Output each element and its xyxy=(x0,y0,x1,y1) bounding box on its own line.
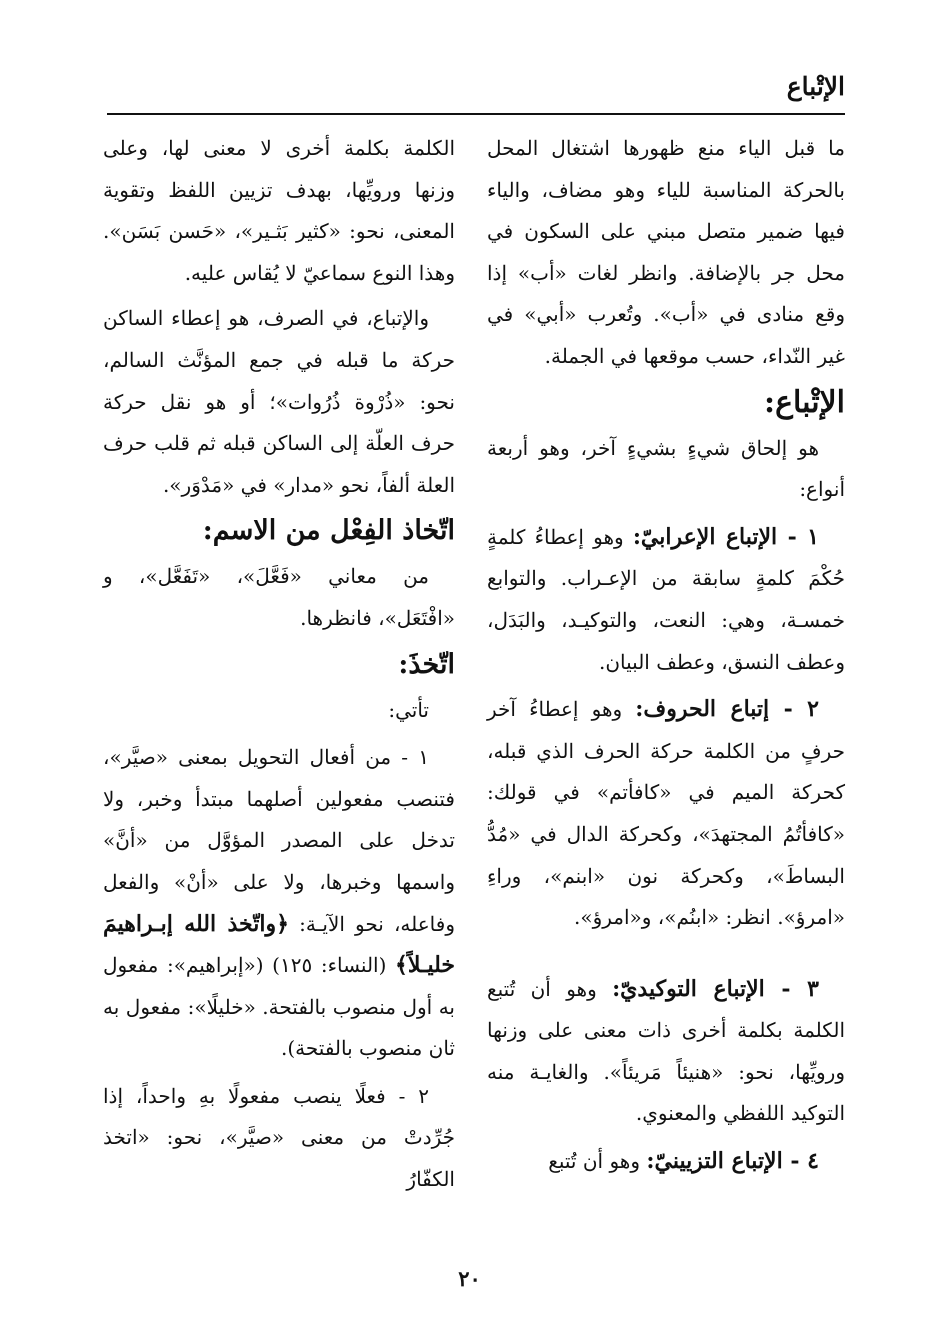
subsection-title-ittakhaza: اتّخذَ: xyxy=(398,648,455,680)
list-item-1 xyxy=(487,517,845,683)
ittakhaza-1-tail: (النساء: ١٢٥) («إبراهيم»: مفعول به أول منصوب بالفتحة. «خليلًا»: مفعول به ثان منصوب بالفتحة). xyxy=(103,953,455,1061)
list-item-2-lead: ٢ - إتباع الحروف: xyxy=(635,696,819,723)
list-item-3-body: وهو أن تُتبع الكلمة بكلمة أخرى ذات معنى على وزنها ورويِّها، نحو: «هنيئاً مَريئاً». والغايـة منه التوكيد اللفظي والمعنوي. xyxy=(487,976,845,1126)
intro-paragraph: ما قبل الياء منع ظهورها اشتغال المحل بالحركة المناسبة للياء وهو مضاف، والياء فيها ضمير متصل مبني على السكون في محل جر بالإضافة. وانظر لغات «أب» إذا وقع منادى في «أب». وتُعرب «أبي» في غير النّداء، حسب موقعها في الجملة. xyxy=(487,136,845,368)
definition-paragraph: هو إلحاق شيءٍ بشيءٍ آخر، وهو أربعة أنواع: xyxy=(487,435,845,502)
ittakhaza-1-body: فتنصب مفعولين أصلهما مبتدأ وخبر، ولا تدخل على المصدر المؤوَّل من «أنَّ» واسمها وخبرها، ولا على «أنْ» والفعل وفاعله، نحو الآيـة: xyxy=(103,786,455,936)
continuation-paragraph: الكلمة بكلمة أخرى لا معنى لها، وعلى وزنها ورويِّها، بهدف تزيين اللفظ وتقوية المعنى، نحو: «كثير بَثـير»، «حَسن بَسَن». وهذا النوع سماعيّ لا يُقاس عليه. xyxy=(103,136,455,285)
right-column xyxy=(487,128,845,1183)
ittakhaza-2-body: إذا جُرِّدتْ من معنى «صيَّر»، نحو: «اتخذ الكفّارُ xyxy=(103,1083,455,1192)
section-title-ittikhaz: اتّخاذ الفِعْل من الاسم: xyxy=(202,515,455,547)
running-title: الإتْباع xyxy=(786,72,845,101)
section-body-ittikhaz: من معاني «فَعَّلَ»، «تَفَعَّل»، و «افْتَعَل»، فانظرها. xyxy=(103,564,455,630)
list-item-ittakhaza-1 xyxy=(103,737,455,1070)
morphology-paragraph: والإتباع، في الصرف، هو إعطاء الساكن حركة ما قبله في جمع المؤنَّث السالم، نحو: «ذُرْوة ذُرُوات»؛ أو هو نقل حركة حرف العلّة إلى الساكن قبله ثم قلب حرف العلة ألفاً، نحو «مدار» في «مَدْوَر». xyxy=(103,306,455,497)
list-item-3 xyxy=(487,969,845,1135)
list-item-ittakhaza-2 xyxy=(103,1076,455,1201)
list-item-3-lead: ٣ - الإتباع التوكيديّ: xyxy=(612,975,819,1002)
list-item-1-lead: ١ - الإتباع الإعرابيّ: xyxy=(632,523,819,550)
header-rule xyxy=(107,113,845,115)
list-item-1-body: وهو إعطاءُ كلمةٍ حُكْمَ كلمةٍ سابقة من الإعـراب. والتوابع خمسـة، وهي: النعت، والتوكيـد، والبَدَل، وعطف النسق، وعطف البيان. xyxy=(487,524,845,674)
ittakhaza-1-lead: ١ - من أفعال التحويل بمعنى «صيَّر»، xyxy=(103,745,429,770)
page-number: ٢٠ xyxy=(458,1266,481,1291)
left-column xyxy=(103,128,455,1201)
list-item-4-lead: ٤ - الإتباع التزيينيّ: xyxy=(646,1148,819,1175)
section-title-itbaa: الإتْباع: xyxy=(764,384,845,420)
subsection-intro: تأتي: xyxy=(388,697,429,722)
list-item-2 xyxy=(487,689,845,939)
list-item-4-body: وهو أن تُتبع xyxy=(548,1149,647,1174)
list-item-4 xyxy=(487,1141,845,1183)
list-item-2-body: وهو إعطاءُ آخر حرفٍ من الكلمة حركة الحرف الذي قبله، كحركة الميم في «كافأتم» في قولك: «كافأتُمُ المجتهدَ»، وكحركة الدال في «مُدُّ البساطَ»، وكحركة نون «ابنم»، وراءِ «امرؤ». انظر: «ابنُم»، و«امرؤ». xyxy=(487,697,845,930)
quran-quote: ﴿واتّخذ الله إبـراهيمَ خليـلاً﴾ xyxy=(103,910,456,979)
ittakhaza-2-lead: ٢ - فعلًا ينصب مفعولًا بهِ واحداً، xyxy=(135,1083,429,1108)
